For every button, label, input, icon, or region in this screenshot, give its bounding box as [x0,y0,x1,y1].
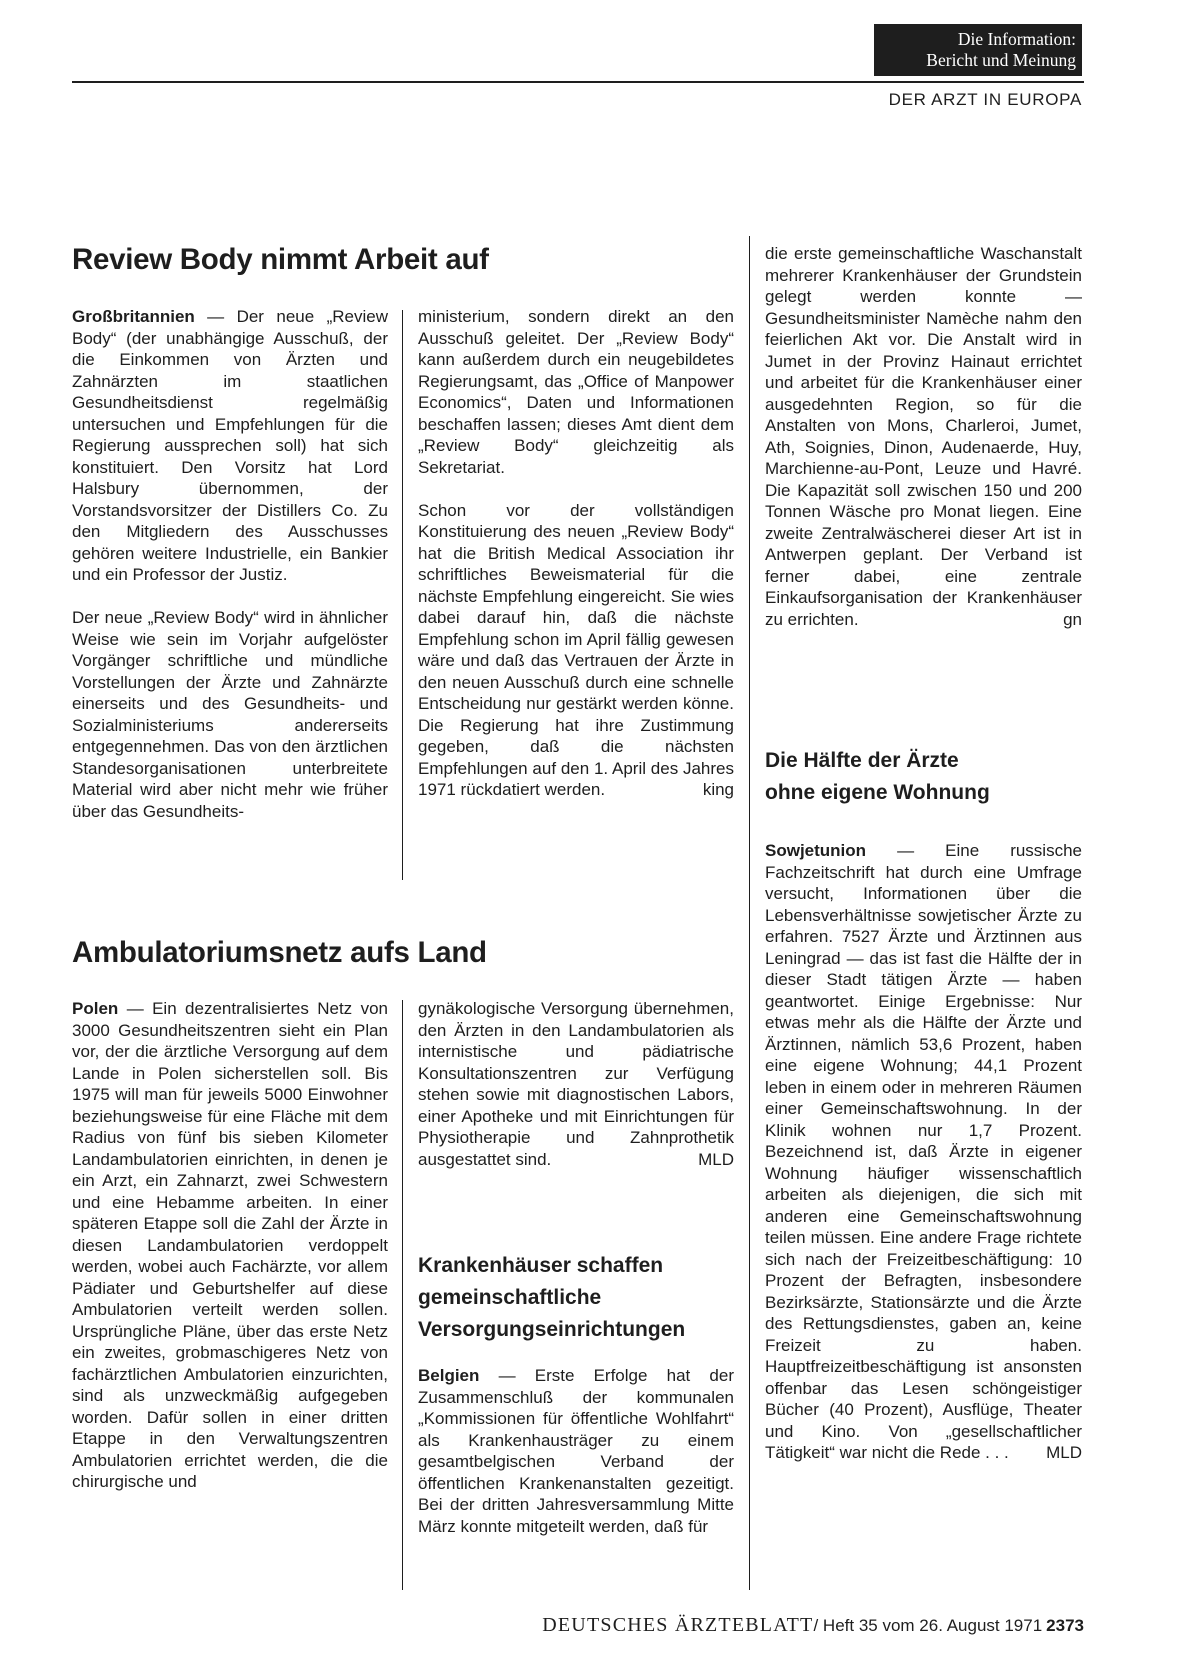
article-1-text-1: — Der neue „Review Body“ (der unabhängige Ausschuß, der die Einkommen von Ärzten und Zahnärzten im staatlichen Gesundheitsdienst regelmäßig untersuchen und Empfehlungen für die Regierung aussprechen soll) hat sich konstituiert. Den Vorsitz hat Lord Halsbury übernommen, der Vorstandsvorsitzer der Distillers Co. Zu den Mitgliedern des Ausschusses gehören weitere Industrielle, ein Bankier und ein Professor der Justiz. [72,307,388,584]
page-footer [430,1614,1084,1637]
article-2-country: Polen [72,999,119,1018]
section-title: DER ARZT IN EUROPA [888,90,1082,109]
article-3-paragraph-2 [765,243,1082,630]
article-4-title-line-1: Die Hälfte der Ärzte [765,749,959,772]
article-3-paragraph-1 [418,1365,734,1537]
article-4-column [765,840,1082,1464]
article-2-column-2 [418,998,734,1170]
article-1-column-2 [418,306,734,801]
page-number: 2373 [1046,1616,1084,1635]
article-1-signature: king [702,780,734,799]
article-2-text-2: gynäkologische Versorgung übernehmen, den Ärzten in den Landambulatorien als internistische und pädiatrische Konsultationszentren zur Verfügung stehen sowie mit diagnostischen Labors, einer Apotheke und mit Einrichtungen für Physiotherapie und Zahnprothetik ausgestattet sind. [418,999,734,1169]
article-3-text-2: die erste gemeinschaftliche Waschanstalt mehrerer Krankenhäuser der Grundstein gelegt werden konnte — Gesundheitsminister Namèche nahm den feierlichen Akt vor. Die Anstalt wird in Jumet in der Provinz Hainaut errichtet und arbeitet für die Krankenhäuser einer ausgedehnten Region, so für die Anstalten von Mons, Charleroi, Jumet, Ath, Soignies, Dinon, Audenaerde, Huy, Marchienne-au-Pont, Leuze und Havré. Die Kapazität soll zwischen 150 und 200 Tonnen Wäsche pro Monat liegen. Eine zweite Zentralwäscherei dieser Art ist in Antwerpen geplant. Der Verband ist ferner dabei, eine zentrale Einkaufsorganisation der Krankenhäuser zu errichten. [765,244,1082,629]
article-1-paragraph-4 [418,500,734,801]
article-2-paragraph-1 [72,998,388,1493]
article-1-title: Review Body nimmt Arbeit auf [72,243,489,276]
article-1-text-4: Schon vor der vollständigen Konstituierung des neuen „Review Body“ hat die British Medical Association ihr schriftliches Beweismaterial für die nächste Empfehlung eingereicht. Sie wies dabei darauf hin, daß die nächste Empfehlung schon im April fällig gewesen wäre und daß das Vertrauen der Ärzte in den neuen Ausschuß durch eine schnelle Entscheidung nur gestärkt werden könne. Die Regierung hat ihre Zustimmung gegeben, daß die nächsten Empfehlungen auf den 1. April des Jahres 1971 rückdatiert werden. [418,500,734,799]
article-2-column-1 [72,998,388,1493]
article-4-paragraph-1 [765,840,1082,1464]
article-4-signature: MLD [1046,1443,1082,1462]
article-4-title-line-2: ohne eigene Wohnung [765,781,990,804]
column-rule [749,236,750,1590]
article-4-title [765,745,1082,809]
article-2-text-1: — Ein dezentralisiertes Netz von 3000 Gesundheitszentren sieht ein Plan vor, der die ärztliche Versorgung auf dem Lande in Polen sicherstellen soll. Bis 1975 will man für jeweils 5000 Einwohner beziehungsweise für eine Fläche mit dem Radius von fünf bis sieben Kilometer Landambulatorien einrichten, in denen je ein Arzt, ein Zahnarzt, zwei Schwestern und eine Hebamme arbeiten. In einer späteren Etappe soll die Zahl der Ärzte in diesen Landambulatorien verdoppelt werden, wobei auch Fachärzte, vor allem Pädiater und Geburtshelfer auf diese Ambulatorien verteilt werden sollen. Ursprüngliche Pläne, über das erste Netz ein zweites, grobmaschigeres Netz von fachärztlichen Ambulatorien einzurichten, sind als unzweckmäßig aufgegeben worden. Dafür sollen in einer dritten Etappe in den Verwaltungszentren Ambulatorien errichtet werden, die die chirurgische und [72,999,388,1491]
article-1-paragraph-3: ministerium, sondern direkt an den Ausschuß geleitet. Der „Review Body“ kann außerdem durch ein neugebildetes Regierungsamt, das „Office of Manpower Economics“, Daten und Informationen beschaffen lassen; dieses Amt dient dem „Review Body“ gleichzeitig als Sekretariat. [418,307,734,477]
rubric-badge [874,24,1082,76]
article-3-column-2 [765,243,1082,630]
column-rule [402,310,403,880]
article-3-text-1: — Erste Erfolge hat der Zusammenschluß der kommunalen „Kommissionen für öffentliche Wohlfahrt“ als Krankenhausträger zu einem gesamtbelgischen Verband der öffentlichen Krankenanstalten gezeitigt. Bei der dritten Jahresversammlung Mitte März konnte mitgeteilt werden, daß für [418,1366,734,1536]
article-3-signature: gn [1063,609,1082,629]
article-4-text-1: — Eine russische Fachzeitschrift hat durch eine Umfrage versucht, Informationen über die Lebensverhältnisse sowjetischer Ärzte zu erfahren. 7527 Ärzte und Ärztinnen aus Leningrad — das ist fast die Hälfte der in dieser Stadt tätigen Ärzte — haben geantwortet. Einige Ergebnisse: Nur etwas mehr als die Hälfte der Ärzte und Ärztinnen, nämlich 53,6 Prozent, haben eine eigene Wohnung; 44,1 Prozent leben in einem oder in mehreren Räumen einer Gemeinschaftswohnung. In der Klinik wohnen nur 1,7 Prozent. Bezeichnend ist, daß Ärzte in eigener Wohnung häufiger wissenschaftlich arbeiten als diejenigen, die sich mit anderen eine Gemeinschaftswohnung teilen müssen. Eine andere Frage richtete sich nach der Freizeitbeschäftigung: 10 Prozent der Befragten, insbesondere Bezirksärzte, Stationsärzte und die Ärzte des Rettungsdienstes, gaben an, keine Freizeit zu haben. Hauptfreizeitbeschäftigung ist ansonsten offenbar das Lesen schöngeistiger Bücher (40 Prozent), Ausflüge, Theater und Kino. Von „gesellschaftlicher Tätigkeit“ war nicht die Rede . . . [765,841,1082,1462]
article-1-country: Großbritannien [72,307,195,326]
article-2-title: Ambulatoriumsnetz aufs Land [72,936,487,969]
article-2-paragraph-2 [418,998,734,1170]
rubric-line-1: Die Information: [957,29,1076,49]
article-3-title: Krankenhäuser schaffen gemeinschaftliche Versorgungseinrichtungen [418,1254,686,1341]
article-1-paragraph-1 [72,306,388,586]
issue-info: / Heft 35 vom 26. August 1971 [813,1616,1043,1635]
article-1-column-1 [72,306,388,822]
column-rule [402,1000,403,1590]
article-2-signature: MLD [698,1149,734,1169]
article-3-column-1 [418,1365,734,1537]
header-rule [72,81,1084,83]
article-3-country: Belgien [418,1366,480,1385]
publication-name: DEUTSCHES ÄRZTEBLATT [542,1614,814,1636]
rubric-line-2: Bericht und Meinung [926,50,1076,70]
article-4-country: Sowjetunion [765,841,867,860]
article-1-paragraph-2: Der neue „Review Body“ wird in ähnlicher Weise wie sein im Vorjahr aufgelöster Vorgänger schriftliche und mündliche Vorstellungen der Ärzte und Zahnärzte einerseits und des Gesundheits- und Sozialministeriums andererseits entgegennehmen. Das von den ärztlichen Standesorganisationen unterbreitete Material wird aber nicht mehr wie früher über das Gesundheits- [72,608,388,821]
